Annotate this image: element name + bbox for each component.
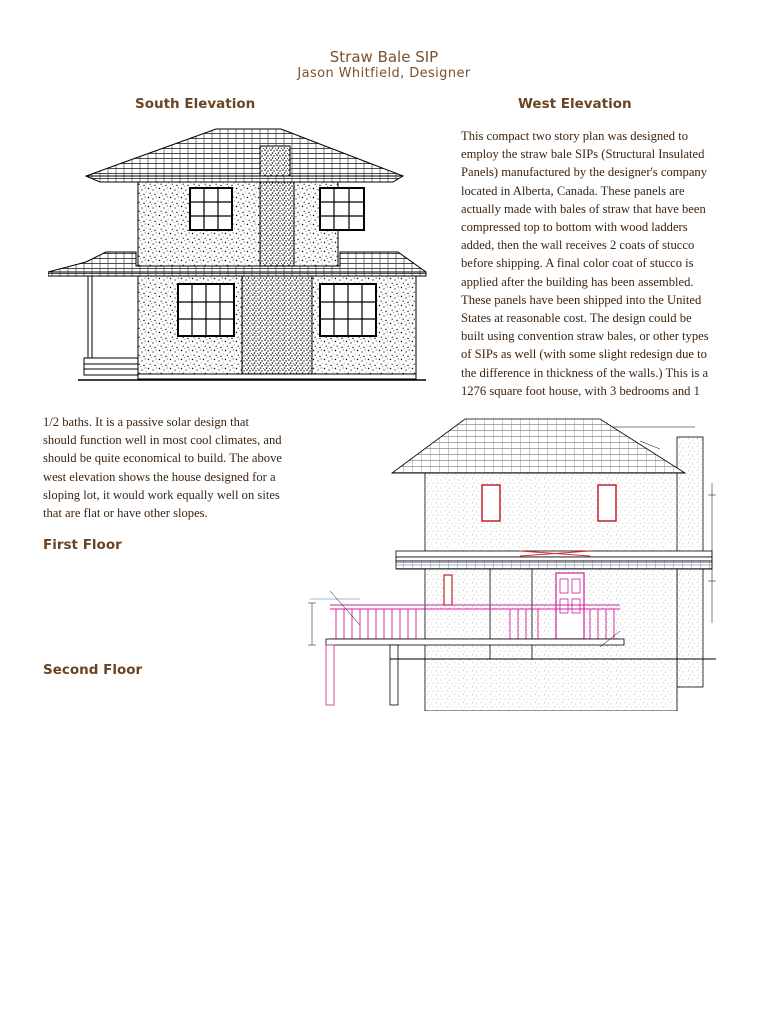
paragraph-line: These panels have been shipped into the United bbox=[461, 292, 702, 307]
paragraph-line: located in Alberta, Canada. These panels are bbox=[461, 183, 685, 198]
document-subtitle: Jason Whitfield, Designer bbox=[297, 66, 471, 81]
paragraph-line: employ the straw bale SIPs (Structural Insulated bbox=[461, 147, 705, 162]
paragraph-line: of SIPs as well (with some slight redesign due to bbox=[461, 347, 707, 362]
paragraph-line: States at reasonable cost. The design could be bbox=[461, 311, 692, 326]
paragraph-line: added, then the wall receives 2 coats of stucco bbox=[461, 238, 695, 253]
paragraph-line: built using convention straw bales, or other types bbox=[461, 329, 709, 344]
heading-second-floor: Second Floor bbox=[43, 662, 143, 678]
south-elevation-drawing bbox=[48, 124, 430, 386]
paragraph-line: Panels) manufactured by the designer's company bbox=[461, 165, 708, 180]
heading-first-floor: First Floor bbox=[43, 537, 122, 553]
west-elevation-drawing bbox=[300, 413, 716, 711]
heading-west-elevation: West Elevation bbox=[518, 96, 632, 112]
paragraph-line: should function well in most cool climates, and bbox=[43, 433, 282, 448]
description-paragraph bbox=[461, 127, 761, 400]
paragraph-line: 1276 square foot house, with 3 bedrooms and 1 bbox=[461, 383, 700, 398]
paragraph-line: that are flat or have other slopes. bbox=[43, 506, 208, 521]
paragraph-line: the difference in thickness of the walls.) This is a bbox=[461, 365, 709, 380]
document-title: Straw Bale SIP bbox=[329, 48, 439, 66]
paragraph-line: sloping lot, it would work equally well on sites bbox=[43, 487, 280, 502]
paragraph-line: should be quite economical to build. The above bbox=[43, 451, 282, 466]
paragraph-line: before shipping. A final color coat of stucco is bbox=[461, 256, 694, 271]
paragraph-line: compressed top to bottom with wood ladders bbox=[461, 220, 688, 235]
paragraph-line: applied after the building has been assembled. bbox=[461, 274, 694, 289]
paragraph-line: west elevation shows the house designed for a bbox=[43, 469, 276, 484]
paragraph-line: 1/2 baths. It is a passive solar design that bbox=[43, 415, 250, 429]
description-paragraph-continued bbox=[43, 413, 313, 522]
paragraph-line: This compact two story plan was designed to bbox=[461, 129, 688, 143]
paragraph-line: actually made with bales of straw that have been bbox=[461, 201, 706, 216]
heading-south-elevation: South Elevation bbox=[135, 96, 256, 112]
